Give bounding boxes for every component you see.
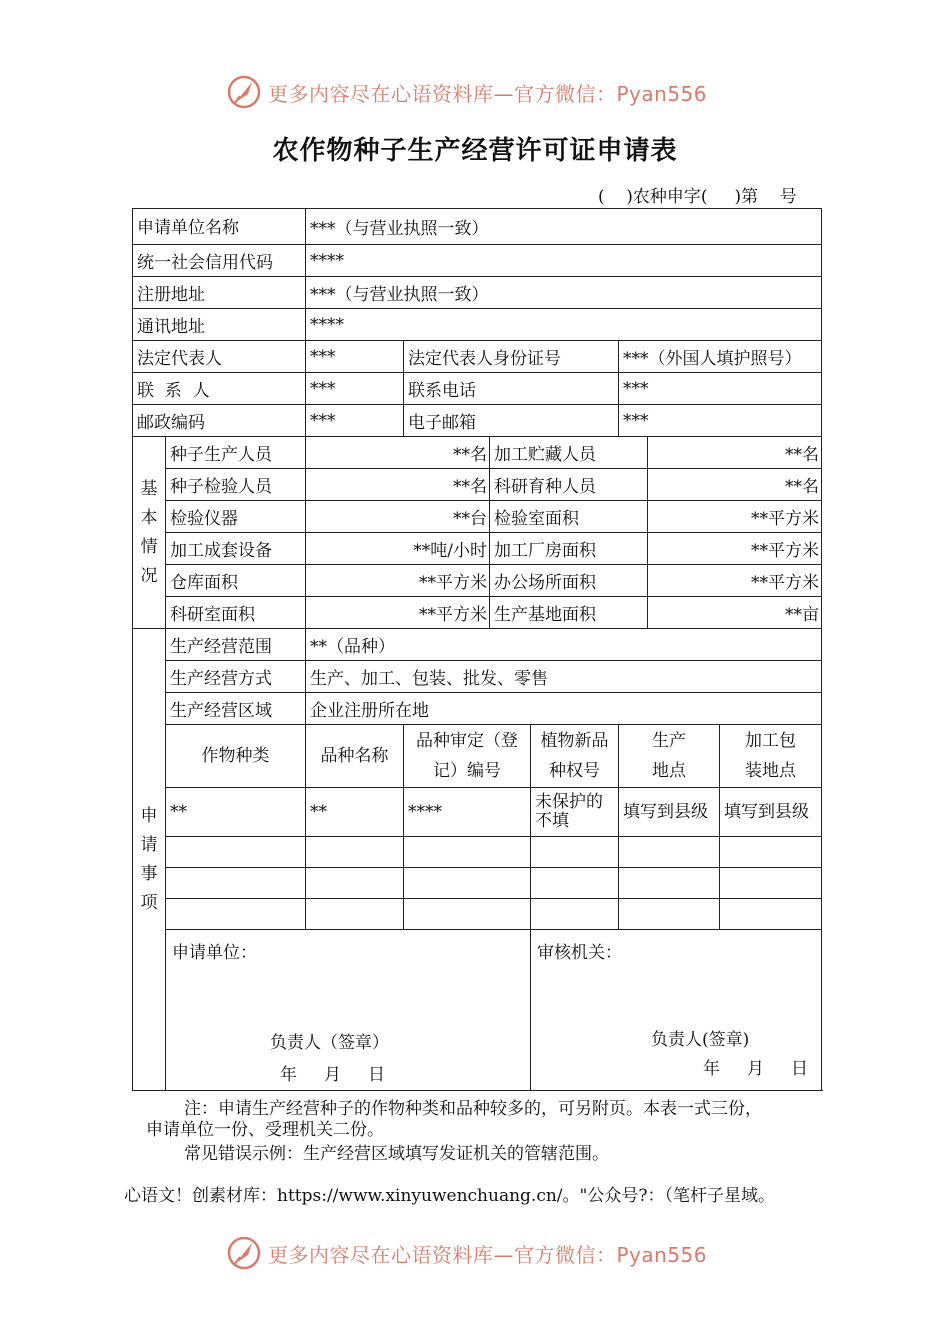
basic-value[interactable]: **平方米 xyxy=(648,501,822,533)
legal-rep-value[interactable]: *** xyxy=(306,341,404,373)
scope-label: 生产经营范围 xyxy=(166,629,306,661)
col-header-processing-site: 加工包 装地点 xyxy=(720,725,822,788)
basic-value[interactable]: **名 xyxy=(306,469,490,501)
basic-label: 种子生产人员 xyxy=(166,437,306,469)
basic-value[interactable]: **平方米 xyxy=(648,565,822,597)
basic-label: 办公场所面积 xyxy=(490,565,648,597)
credit-code-value[interactable]: **** xyxy=(306,245,822,277)
table-cell[interactable]: 填写到县级 xyxy=(619,788,720,837)
mail-address-label: 通讯地址 xyxy=(133,309,306,341)
reviewer-label: 审核机关： xyxy=(537,943,622,963)
applicant-label: 申请单位： xyxy=(172,943,257,963)
table-row xyxy=(133,899,822,930)
reg-address-label: 注册地址 xyxy=(133,277,306,309)
basic-value[interactable]: **名 xyxy=(306,437,490,469)
reviewer-responsible: 负责人(签章) xyxy=(651,1030,750,1050)
table-cell[interactable]: **** xyxy=(404,788,531,837)
basic-value[interactable]: **台 xyxy=(306,501,490,533)
col-header-pvp-no: 植物新品 种权号 xyxy=(531,725,619,788)
postcode-label: 邮政编码 xyxy=(133,405,306,437)
col-header-approval-no: 品种审定（登 记）编号 xyxy=(404,725,531,788)
reg-address-value[interactable]: ***（与营业执照一致） xyxy=(306,277,822,309)
mode-value[interactable]: 生产、加工、包装、批发、零售 xyxy=(306,661,822,693)
document-number: ( )农种申字( )第 号 xyxy=(598,187,797,207)
applicant-responsible: 负责人（签章） xyxy=(270,1033,389,1053)
note-line-1: 注：申请生产经营种子的作物种类和品种较多的，可另附页。本表一式三份， xyxy=(184,1099,762,1119)
basic-label: 种子检验人员 xyxy=(166,469,306,501)
table-cell[interactable] xyxy=(531,899,619,930)
apply-section-label: 申 请 事 项 xyxy=(133,629,166,1091)
reviewer-date: 年 月 日 xyxy=(703,1059,809,1079)
table-cell[interactable]: ** xyxy=(166,788,306,837)
col-header-crop: 作物种类 xyxy=(166,725,306,788)
legal-id-value[interactable]: ***（外国人填护照号） xyxy=(619,341,822,373)
basic-value[interactable]: **平方米 xyxy=(306,565,490,597)
email-label: 电子邮箱 xyxy=(404,405,619,437)
reviewer-signature-box[interactable] xyxy=(531,930,822,1091)
table-cell[interactable] xyxy=(720,899,822,930)
region-label: 生产经营区域 xyxy=(166,693,306,725)
table-cell[interactable] xyxy=(531,837,619,868)
table-cell[interactable] xyxy=(619,837,720,868)
phone-value[interactable]: *** xyxy=(619,373,822,405)
phone-label: 联系电话 xyxy=(404,373,619,405)
basic-label: 加工成套设备 xyxy=(166,533,306,565)
table-cell[interactable] xyxy=(404,837,531,868)
applicant-signature-box[interactable] xyxy=(166,930,531,1091)
table-cell[interactable] xyxy=(404,899,531,930)
note-line-3: 常见错误示例：生产经营区域填写发证机关的管辖范围。 xyxy=(184,1144,609,1164)
scope-value[interactable]: **（品种） xyxy=(306,629,822,661)
basic-label: 科研室面积 xyxy=(166,597,306,629)
col-header-production-site: 生产 地点 xyxy=(619,725,720,788)
applicant-date: 年 月 日 xyxy=(280,1065,386,1085)
feather-logo-icon xyxy=(226,74,262,110)
mode-label: 生产经营方式 xyxy=(166,661,306,693)
applicant-name-label: 申请单位名称 xyxy=(133,209,306,245)
basic-value[interactable]: **平方米 xyxy=(648,533,822,565)
application-form-table xyxy=(132,208,822,1091)
legal-rep-label: 法定代表人 xyxy=(133,341,306,373)
region-value[interactable]: 企业注册所在地 xyxy=(306,693,822,725)
feather-logo-icon xyxy=(226,1235,262,1271)
basic-label: 检验仪器 xyxy=(166,501,306,533)
table-cell[interactable]: ** xyxy=(306,788,404,837)
basic-label: 加工贮藏人员 xyxy=(490,437,648,469)
table-cell[interactable] xyxy=(720,837,822,868)
basic-label: 仓库面积 xyxy=(166,565,306,597)
basic-label: 加工厂房面积 xyxy=(490,533,648,565)
email-value[interactable]: *** xyxy=(619,405,822,437)
table-cell[interactable] xyxy=(404,868,531,899)
header-banner xyxy=(226,72,746,112)
table-row xyxy=(133,837,822,868)
contact-label: 联 系 人 xyxy=(133,373,306,405)
banner-text: 更多内容尽在心语资料库—官方微信：Pyan556 xyxy=(268,1242,708,1267)
legal-id-label: 法定代表人身份证号 xyxy=(404,341,619,373)
col-header-variety: 品种名称 xyxy=(306,725,404,788)
basic-value[interactable]: **名 xyxy=(648,437,822,469)
banner-text: 更多内容尽在心语资料库—官方微信：Pyan556 xyxy=(268,81,708,106)
basic-value[interactable]: **吨/小时 xyxy=(306,533,490,565)
basic-value[interactable]: **名 xyxy=(648,469,822,501)
table-cell[interactable] xyxy=(166,899,306,930)
footer-site-text: 心语文！创素材库：https://www.xinyuwenchuang.cn/。"公众号?：（笔杆子星域。 xyxy=(124,1186,775,1206)
basic-value[interactable]: **亩 xyxy=(648,597,822,629)
page-title: 农作物种子生产经营许可证申请表 xyxy=(272,136,678,166)
contact-value[interactable]: *** xyxy=(306,373,404,405)
table-cell[interactable]: 填写到县级 xyxy=(720,788,822,837)
postcode-value[interactable]: *** xyxy=(306,405,404,437)
table-cell[interactable] xyxy=(306,899,404,930)
table-cell[interactable] xyxy=(306,837,404,868)
mail-address-value[interactable]: **** xyxy=(306,309,822,341)
basic-section-label: 基 本 情 况 xyxy=(133,437,166,629)
table-cell[interactable]: 未保护的不填 xyxy=(531,788,619,837)
basic-label: 科研育种人员 xyxy=(490,469,648,501)
note-line-2: 申请单位一份、受理机关二份。 xyxy=(146,1120,384,1140)
table-cell[interactable] xyxy=(619,899,720,930)
table-cell[interactable] xyxy=(720,868,822,899)
table-cell[interactable] xyxy=(166,868,306,899)
table-row xyxy=(133,868,822,899)
table-cell[interactable] xyxy=(619,868,720,899)
basic-label: 生产基地面积 xyxy=(490,597,648,629)
basic-label: 检验室面积 xyxy=(490,501,648,533)
basic-value[interactable]: **平方米 xyxy=(306,597,490,629)
applicant-name-value[interactable]: ***（与营业执照一致） xyxy=(306,209,822,245)
footer-banner xyxy=(226,1233,746,1273)
table-cell[interactable] xyxy=(166,837,306,868)
credit-code-label: 统一社会信用代码 xyxy=(133,245,306,277)
table-cell[interactable] xyxy=(306,868,404,899)
table-cell[interactable] xyxy=(531,868,619,899)
